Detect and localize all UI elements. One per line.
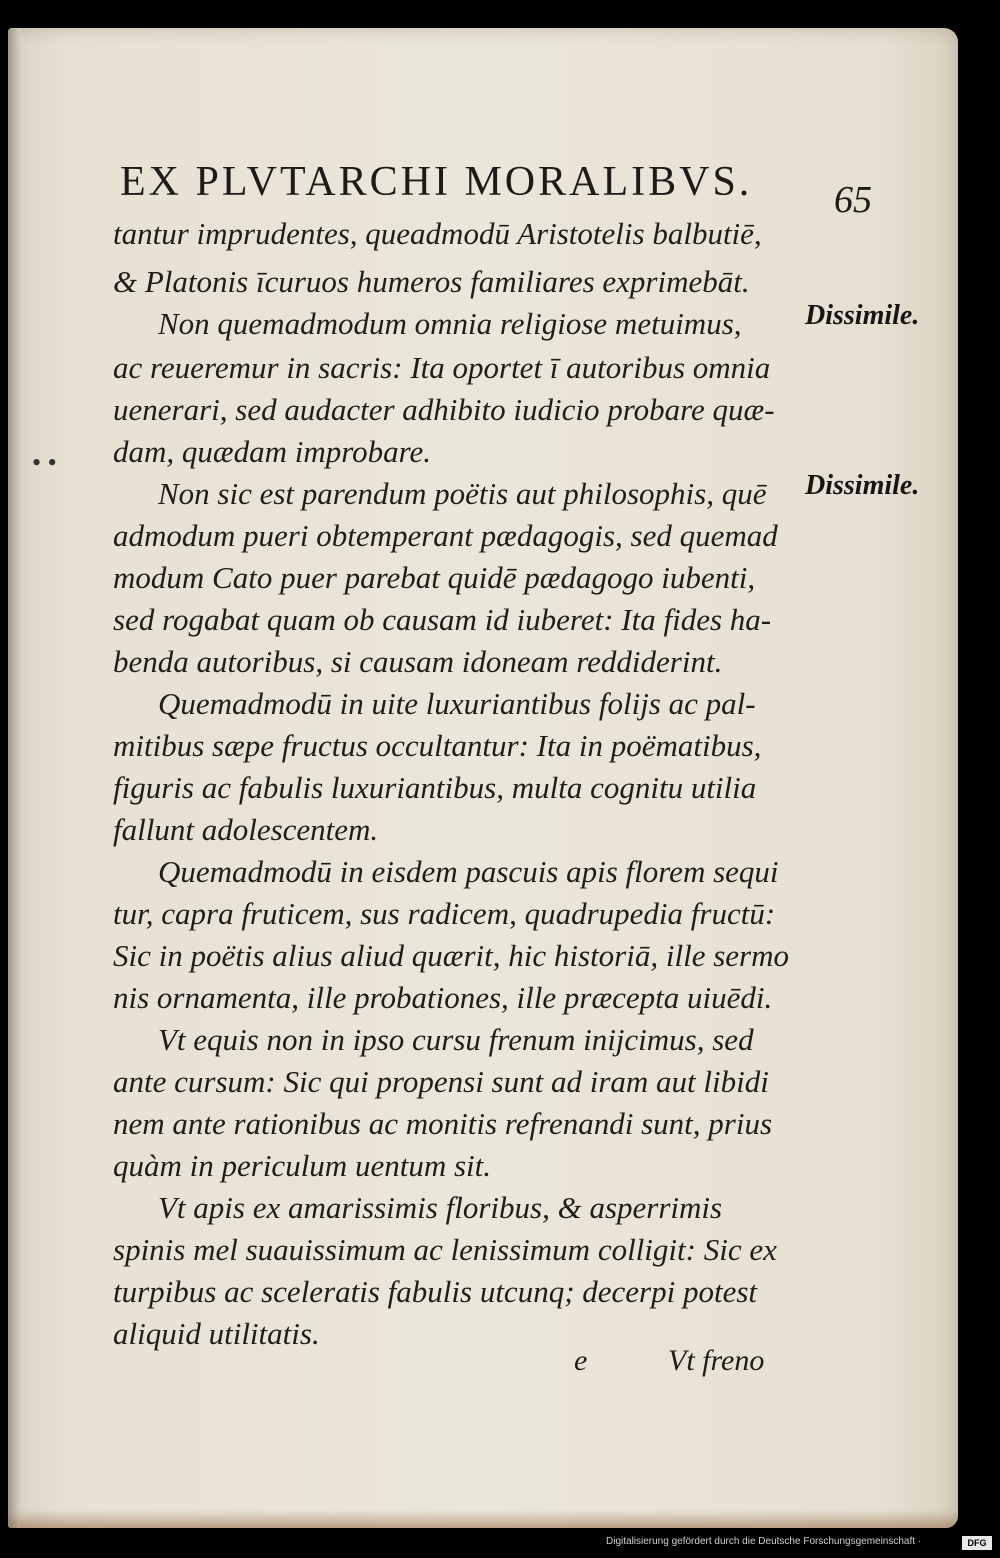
text-line: tantur imprudentes, queadmodū Aristotelis balbutiē, [113, 216, 762, 251]
digitization-credit: Digitalisierung gefördert durch die Deutsche Forschungsgemeinschaft · [606, 1536, 922, 1547]
text-line: Sic in poëtis alius aliud quærit, hic historiā, ille sermo [113, 938, 789, 973]
margin-note: Dissimile. [805, 300, 920, 331]
text-line: Vt equis non in ipso cursu frenum inijcimus, sed [158, 1022, 754, 1057]
margin-note: Dissimile. [805, 470, 920, 501]
text-line: mitibus sæpe fructus occultantur: Ita in poëmatibus, [113, 728, 762, 763]
text-line: modum Cato puer parebat quidē pædagogo iubenti, [113, 560, 756, 595]
text-line: aliquid utilitatis. [113, 1316, 320, 1351]
text-line: Vt apis ex amarissimis floribus, & asperrimis [158, 1190, 723, 1225]
text-line: turpibus ac sceleratis fabulis utcunq; decerpi potest [113, 1274, 758, 1309]
text-line: quàm in periculum uentum sit. [113, 1148, 491, 1183]
text-line: sed rogabat quam ob causam id iuberet: Ita fides ha- [113, 602, 772, 637]
text-line: ac reueremur in sacris: Ita oportet ī autoribus omnia [113, 350, 771, 385]
text-line: nem ante rationibus ac monitis refrenandi sunt, prius [113, 1106, 773, 1141]
text-line: nis ornamenta, ille probationes, ille præcepta uiuēdi. [113, 980, 773, 1015]
text-line: tur, capra fruticem, sus radicem, quadrupedia fructū: [113, 896, 776, 931]
margin-marks: • • [32, 448, 57, 477]
text-line: admodum pueri obtemperant pædagogis, sed quemad [113, 518, 778, 553]
dfg-logo: DFG [962, 1536, 992, 1550]
text-line: Quemadmodū in uite luxuriantibus folijs ac pal- [158, 686, 756, 721]
page-number: 65 [834, 179, 872, 221]
signature-mark: e [574, 1344, 588, 1377]
text-line: uenerari, sed audacter adhibito iudicio probare quæ- [113, 392, 775, 427]
text-line: benda autoribus, si causam idoneam reddiderint. [113, 644, 723, 679]
text-line: & Platonis īcuruos humeros familiares exprimebāt. [113, 264, 750, 299]
text-line: spinis mel suauissimum ac lenissimum colligit: Sic ex [113, 1232, 777, 1267]
text-line: fallunt adolescentem. [113, 812, 379, 847]
book-page [8, 28, 958, 1528]
catchword: Vt freno [668, 1344, 765, 1377]
text-line: Non quemadmodum omnia religiose metuimus, [158, 306, 742, 341]
text-line: Non sic est parendum poëtis aut philosophis, quē [158, 476, 767, 511]
text-line: figuris ac fabulis luxuriantibus, multa cognitu utilia [113, 770, 757, 805]
text-line: dam, quædam improbare. [113, 434, 432, 469]
text-line: Quemadmodū in eisdem pascuis apis florem sequi [158, 854, 779, 889]
text-line: ante cursum: Sic qui propensi sunt ad iram aut libidi [113, 1064, 769, 1099]
running-header: EX PLVTARCHI MORALIBVS. [120, 159, 753, 205]
